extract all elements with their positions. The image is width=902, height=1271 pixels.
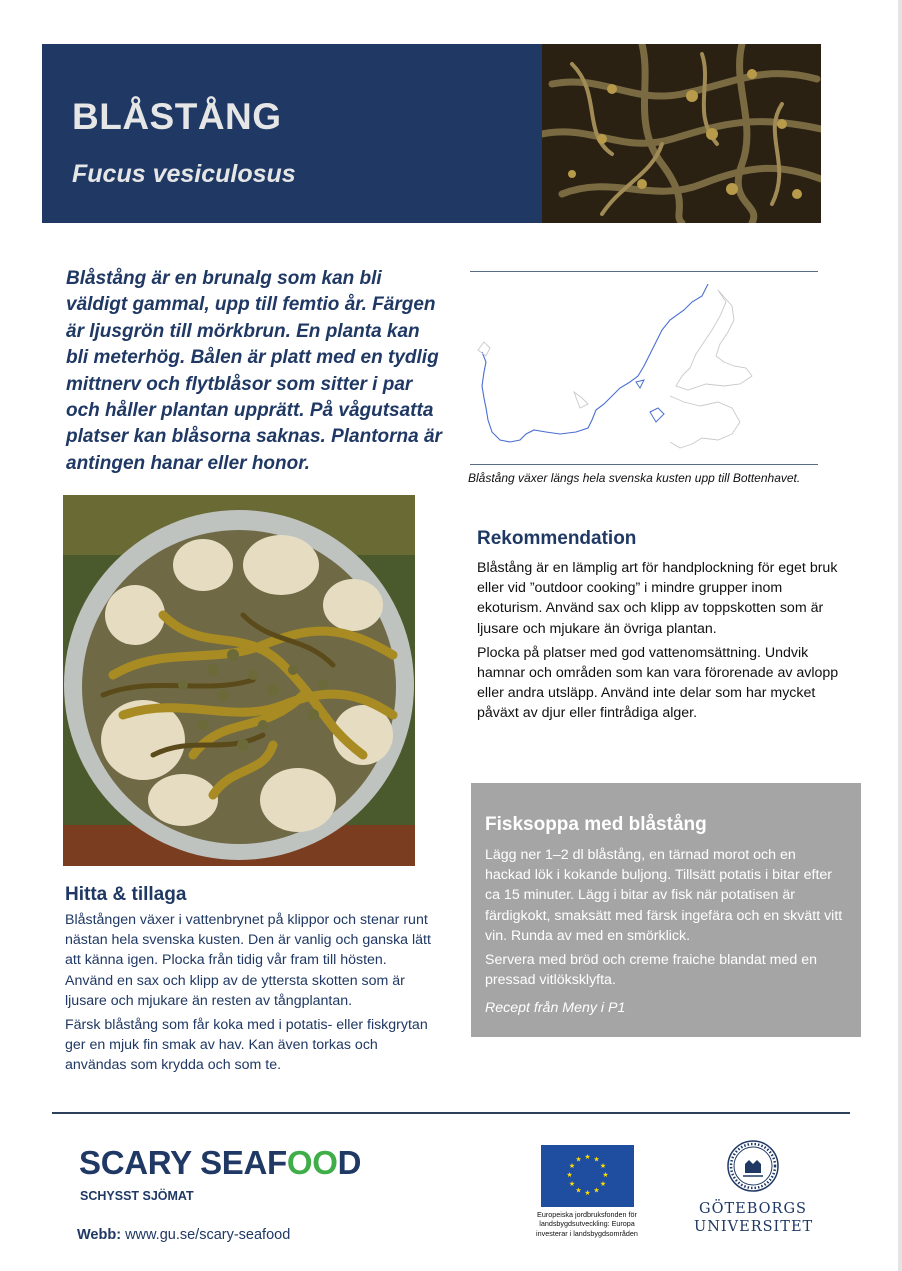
intro-text: Blåstång är en brunalg som kan bli väldigt gammal, upp till femtio år. Färgen är ljusgrön till mörkbrun. En planta kan bli meterhög. Bålen är platt med en tydlig mittnerv och flytblåsor som sitter i par och håller plantan upprätt. På vågutsatta platser kan blåsorna saknas. Plantorna är antingen hanar eller honor. xyxy=(66,268,442,474)
swedish-coast-line xyxy=(482,284,708,442)
svg-text:★: ★ xyxy=(602,1171,609,1179)
svg-text:★: ★ xyxy=(584,1153,591,1161)
eu-flag-icon xyxy=(541,1145,634,1207)
recipe-heading: Fisksoppa med blåstång xyxy=(485,814,707,835)
page-edge xyxy=(898,0,902,1271)
brand-tagline: SCHYSST SJÖMAT xyxy=(80,1189,194,1203)
brand-text-start: SCARY SEAF xyxy=(79,1144,287,1181)
recommendation-heading: Rekommendation xyxy=(477,528,637,549)
find-paragraph: Blåstången växer i vattenbrynet på klippor och stenar runt nästan hela svenska kusten. Den är vanlig och ganska lätt att känna igen. Plocka från tidig vår fram till hösten. Använd en sax och klipp av de yttersta skotten som är ljusare och mjukare än resten av tångplantan. xyxy=(65,912,431,1009)
svg-text:★: ★ xyxy=(593,1186,600,1195)
recommendation-paragraph: Blåstång är en lämplig art för handplockning för eget bruk eller vid ”outdoor cooking” i mindre grupper inom ekoturism. Använd sax och klipp av toppskotten som är ljusare och mjukare än övriga plantan. xyxy=(477,560,838,637)
website-link[interactable]: www.gu.se/scary-seafood xyxy=(125,1227,291,1243)
svg-text:★: ★ xyxy=(584,1189,591,1197)
svg-text:★: ★ xyxy=(575,1186,582,1195)
university-seal-icon xyxy=(727,1140,779,1192)
recipe-source: Recept från Meny i P1 xyxy=(485,1000,626,1017)
seaweed-soup-photo xyxy=(63,495,415,866)
footer-divider xyxy=(52,1112,850,1114)
brand-text-end: D xyxy=(337,1144,362,1181)
map-caption: Blåstång växer längs hela svenska kusten upp till Bottenhavet. xyxy=(468,471,801,485)
svg-text:★: ★ xyxy=(575,1155,582,1164)
distribution-map xyxy=(470,271,818,465)
recommendation-paragraph: Plocka på platser med god vattenomsättning. Undvik hamnar och områden som kan vara förorenade av avlopp eller andra utsläpp. Använd inte delar som har mycket påväxt av djur eller fintrådiga alger. xyxy=(477,644,839,722)
bladderwrack-photo xyxy=(542,44,821,223)
university-name-line1: GÖTEBORGS xyxy=(699,1201,807,1217)
svg-text:★: ★ xyxy=(599,1180,607,1188)
website-line xyxy=(77,1227,290,1243)
recipe-paragraph: Lägg ner 1–2 dl blåstång, en tärnad morot och en hackad lök i kokande buljong. Tillsätt potatis i bitar efter ca 15 minuter. Lägg i bitar av fisk när potatisen är färdigkokt, smaksätt med färsk ingefära och en skvätt vitt vin. Runda av med en smörklick. xyxy=(485,847,843,944)
svg-text:★: ★ xyxy=(568,1180,576,1188)
svg-text:★: ★ xyxy=(593,1155,600,1164)
recipe-text xyxy=(485,845,845,1023)
recommendation-text xyxy=(477,558,847,728)
eu-fund-text: Europeiska jordbruksfonden för landsbygdsutveckling: Europa investerar i landsbygdsområden xyxy=(536,1210,638,1238)
latin-name: Fucus vesiculosus xyxy=(72,160,296,188)
find-and-prepare-text xyxy=(65,910,435,1080)
university-name-line2: UNIVERSITET xyxy=(694,1219,814,1235)
find-paragraph: Färsk blåstång som får koka med i potatis- eller fiskgrytan ger en mjuk fin smak av hav. Kan även torkas och användas som krydda och som te. xyxy=(65,1017,428,1074)
svg-text:★: ★ xyxy=(568,1162,576,1170)
university-name xyxy=(694,1200,812,1236)
scary-seafood-logo xyxy=(79,1144,361,1182)
website-label: Webb: xyxy=(77,1227,122,1243)
svg-text:★: ★ xyxy=(566,1171,573,1179)
svg-text:★: ★ xyxy=(599,1162,607,1170)
recipe-paragraph: Servera med bröd och creme fraiche blandat med en pressad vitlöksklyfta. xyxy=(485,952,818,989)
find-and-prepare-heading: Hitta & tillaga xyxy=(65,884,187,905)
brand-text-oo: OO xyxy=(286,1144,338,1181)
page-title: BLÅSTÅNG xyxy=(72,96,282,137)
